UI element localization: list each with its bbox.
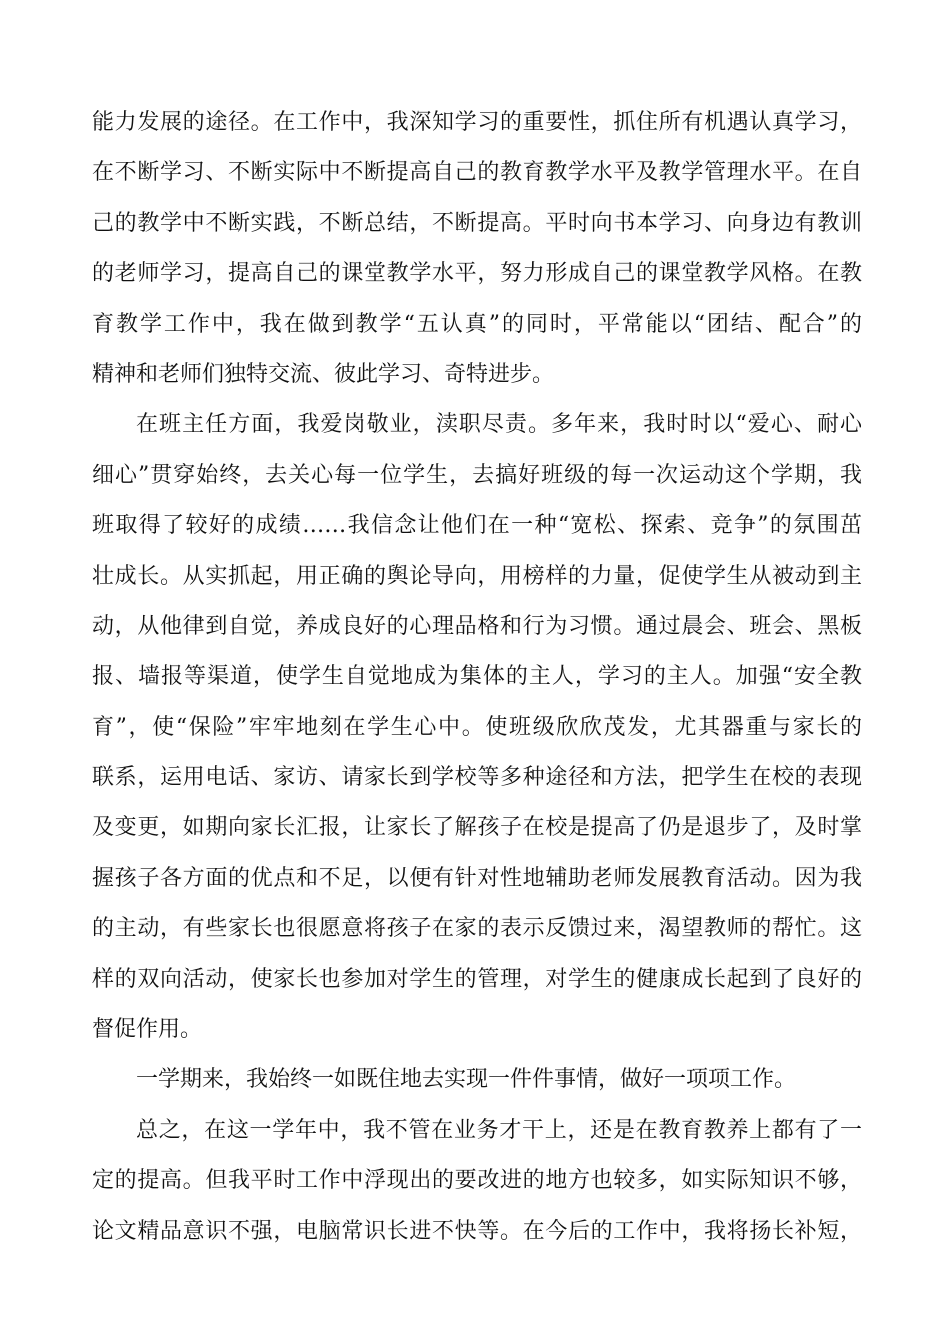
text-line: 的老师学习，提高自己的课堂教学水平，努力形成自己的课堂教学风格。在教 — [92, 261, 862, 287]
text-line: 样的双向活动，使家长也参加对学生的管理，对学生的健康成长起到了良好的 — [92, 966, 862, 992]
text-line: 报、墙报等渠道，使学生自觉地成为集体的主人，学习的主人。加强“安全教 — [92, 664, 862, 690]
text-line: 定的提高。但我平时工作中浮现出的要改进的地方也较多，如实际知识不够， — [92, 1168, 862, 1194]
text-line: 细心”贯穿始终，去关心每一位学生，去搞好班级的每一次运动这个学期，我 — [92, 462, 862, 488]
paragraph-4 — [92, 1106, 862, 1257]
text-line: 握孩子各方面的优点和不足，以便有针对性地辅助老师发展教育活动。因为我 — [92, 865, 862, 891]
text-line: 在班主任方面，我爱岗敬业，渎职尽责。多年来，我时时以“爱心、耐心 — [136, 412, 862, 438]
text-line: 督促作用。 — [92, 1017, 203, 1043]
text-line: 壮成长。从实抓起，用正确的舆论导向，用榜样的力量，促使学生从被动到主 — [92, 563, 862, 589]
paragraph-1 — [92, 98, 862, 400]
paragraph-3 — [92, 1055, 862, 1105]
text-line: 己的教学中不断实践，不断总结，不断提高。平时向书本学习、向身边有教训 — [92, 210, 862, 236]
text-line: 育”，使“保险”牢牢地刻在学生心中。使班级欣欣茂发，尤其器重与家长的 — [92, 714, 862, 740]
text-line: 能力发展的途径。在工作中，我深知学习的重要性，抓住所有机遇认真学习， — [92, 110, 862, 135]
text-line: 及变更，如期向家长汇报，让家长了解孩子在校是提高了仍是退步了，及时掌 — [92, 815, 862, 841]
document-body — [92, 98, 862, 1257]
text-line: 班取得了较好的成绩……我信念让他们在一种“宽松、探索、竞争”的氛围茁 — [92, 513, 862, 539]
text-line: 精神和老师们独特交流、彼此学习、奇特进步。 — [92, 361, 555, 387]
text-line: 动，从他律到自觉，养成良好的心理品格和行为习惯。通过晨会、班会、黑板 — [92, 613, 862, 639]
text-line: 联系，运用电话、家访、请家长到学校等多种途径和方法，把学生在校的表现 — [92, 765, 862, 791]
text-line: 育教学工作中，我在做到教学“五认真”的同时，平常能以“团结、配合”的 — [92, 311, 862, 337]
text-line: 一学期来，我始终一如既住地去实现一件件事情，做好一项项工作。 — [136, 1067, 797, 1093]
paragraph-2 — [92, 400, 862, 1055]
text-line: 的主动，有些家长也很愿意将孩子在家的表示反馈过来，渴望教师的帮忙。这 — [92, 916, 862, 942]
text-line: 总之，在这一学年中，我不管在业务才干上，还是在教育教养上都有了一 — [136, 1117, 862, 1143]
text-line: 论文精品意识不强，电脑常识长进不快等。在今后的工作中，我将扬长补短， — [92, 1218, 862, 1244]
text-line: 在不断学习、不断实际中不断提高自己的教育教学水平及教学管理水平。在自 — [92, 160, 862, 186]
